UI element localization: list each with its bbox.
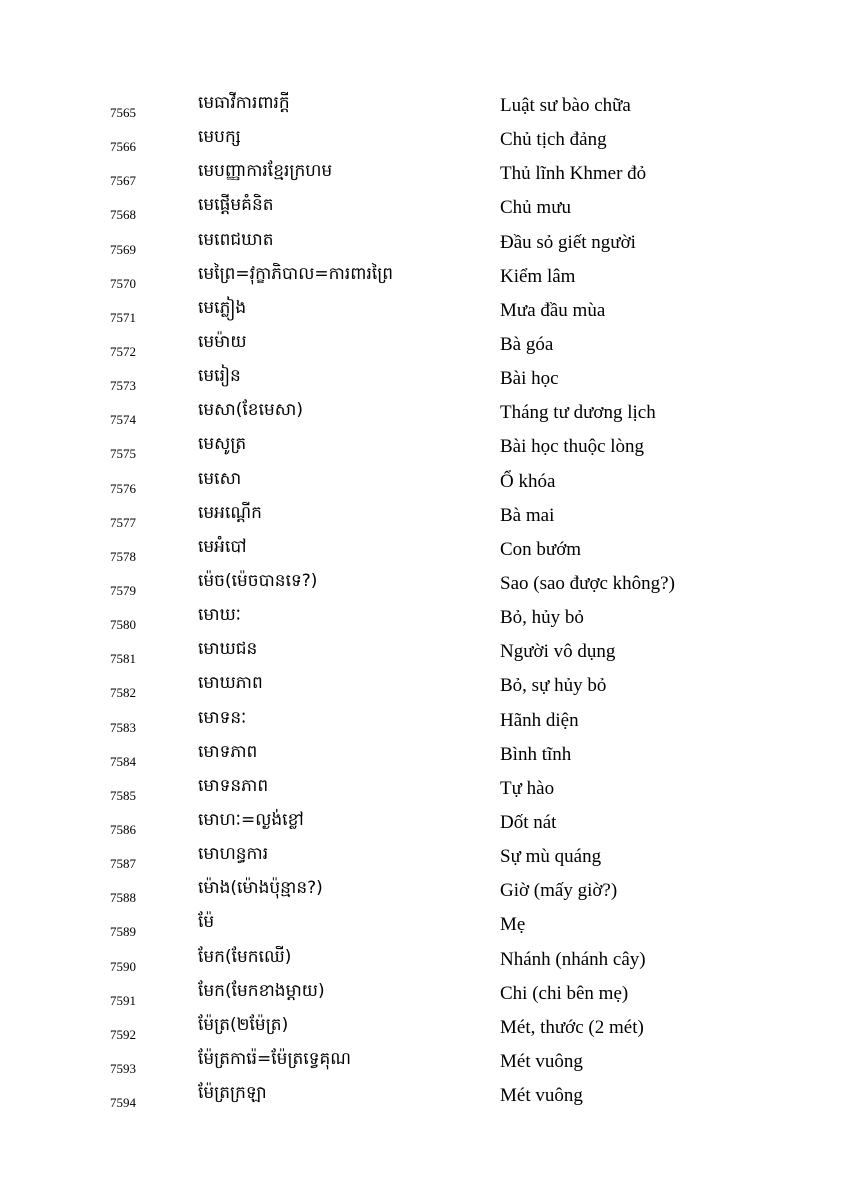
khmer-term: មោទនៈ [198, 707, 247, 728]
khmer-term: មោហន្ធការ [198, 844, 269, 865]
entry-row [0, 502, 848, 536]
entry-number: 7577 [110, 514, 136, 530]
vietnamese-translation: Mẹ [500, 914, 526, 936]
entry-number: 7582 [110, 685, 136, 701]
khmer-term: មេសា(ខែមេសា) [198, 400, 303, 421]
entry-row [0, 775, 848, 809]
entry-row [0, 1048, 848, 1082]
entry-number: 7586 [110, 821, 136, 837]
khmer-term: ម៉ែត្រក្រឡា [198, 1083, 267, 1104]
entry-number: 7574 [110, 412, 136, 428]
vietnamese-translation: Chủ tịch đảng [500, 129, 607, 151]
entry-number: 7581 [110, 651, 136, 667]
khmer-term: មេរៀន [198, 366, 241, 387]
entry-number: 7569 [110, 241, 136, 257]
vietnamese-translation: Thủ lĩnh Khmer đỏ [500, 163, 647, 185]
entry-row [0, 160, 848, 194]
khmer-term: មេពេជឃាត [198, 229, 274, 250]
vietnamese-translation: Mưa đầu mùa [500, 299, 606, 321]
khmer-term: មោឃភាព [198, 673, 263, 694]
khmer-term: មោឃជន [198, 639, 258, 660]
entry-row [0, 638, 848, 672]
entry-row [0, 911, 848, 945]
entry-row [0, 126, 848, 160]
khmer-term: មេអំបៅ [198, 536, 247, 557]
vietnamese-translation: Bỏ, hủy bỏ [500, 607, 584, 629]
entry-number: 7585 [110, 787, 136, 803]
entry-number: 7575 [110, 446, 136, 462]
khmer-term: ម៉ែត្រការ៉េ=ម៉ែត្រទ្វេគុណ [198, 1048, 352, 1069]
entry-row [0, 809, 848, 843]
vietnamese-translation: Ổ khóa [500, 470, 556, 492]
entry-row [0, 672, 848, 706]
vietnamese-translation: Sao (sao được không?) [500, 573, 675, 594]
khmer-term: មោទនភាព [198, 775, 269, 796]
entry-number: 7583 [110, 719, 136, 735]
khmer-term: មេបញ្ញាការខ្មែរក្រហម [198, 161, 333, 182]
vietnamese-translation: Nhánh (nhánh cây) [500, 948, 646, 970]
vietnamese-translation: Bỏ, sự hủy bỏ [500, 675, 607, 697]
vietnamese-translation: Bài học thuộc lòng [500, 436, 645, 458]
khmer-term: មេសោ [198, 468, 242, 489]
vietnamese-translation: Chi (chi bên mẹ) [500, 982, 629, 1004]
entry-row [0, 1082, 848, 1116]
khmer-term: មោហៈ=ល្ងង់ខ្លៅ [198, 809, 304, 830]
entry-row [0, 194, 848, 228]
entry-row [0, 433, 848, 467]
vietnamese-translation: Hãnh diện [500, 709, 579, 731]
entry-number: 7573 [110, 378, 136, 394]
entry-number: 7584 [110, 753, 136, 769]
vietnamese-translation: Chủ mưu [500, 197, 571, 219]
entry-number: 7566 [110, 139, 136, 155]
entry-number: 7570 [110, 275, 136, 291]
entry-row [0, 297, 848, 331]
entry-row [0, 263, 848, 297]
entry-number: 7568 [110, 207, 136, 223]
entry-number: 7593 [110, 1060, 136, 1076]
vietnamese-translation: Người vô dụng [500, 641, 616, 663]
khmer-term: មែក(មែកឈើ) [198, 946, 292, 967]
vietnamese-translation: Tháng tư dương lịch [500, 402, 656, 424]
entry-number: 7576 [110, 480, 136, 496]
entry-row [0, 980, 848, 1014]
khmer-term: មេព្រៃ=វុក្ខាភិបាល=ការពារព្រៃ [198, 263, 394, 284]
vietnamese-translation: Đầu sỏ giết người [500, 231, 636, 253]
khmer-term: ម៉េច(ម៉េចបានទេ?) [198, 571, 318, 591]
khmer-term: មែក(មែកខាងម្តាយ) [198, 980, 325, 1001]
vietnamese-translation: Sự mù quáng [500, 846, 602, 868]
vietnamese-translation: Kiểm lâm [500, 265, 576, 287]
entry-number: 7592 [110, 1026, 136, 1042]
khmer-term: មេធាវីការពារក្តី [198, 93, 290, 113]
vietnamese-translation: Bình tĩnh [500, 743, 572, 765]
khmer-term: មេផ្តើមគំនិត [198, 195, 274, 216]
entry-row [0, 946, 848, 980]
vietnamese-translation: Mét, thước (2 mét) [500, 1016, 644, 1038]
entry-row [0, 1014, 848, 1048]
entry-number: 7565 [110, 105, 136, 120]
entry-row [0, 536, 848, 570]
khmer-term: មេម៉ាយ [198, 332, 247, 352]
khmer-term: ម៉ែត្រ(២ម៉ែត្រ) [198, 1014, 289, 1035]
khmer-term: មោទភាព [198, 741, 258, 762]
khmer-term: មេភ្លៀង [198, 297, 247, 318]
vietnamese-translation: Mét vuông [500, 1085, 583, 1107]
khmer-term: មេអណ្តើក [198, 502, 262, 523]
entry-row [0, 229, 848, 263]
entry-row [0, 843, 848, 877]
khmer-term: ម៉ោង(ម៉ោងប៉ុន្មាន?) [198, 878, 323, 899]
entry-number: 7591 [110, 992, 136, 1008]
vietnamese-translation: Giờ (mấy giờ?) [500, 880, 618, 902]
entry-row [0, 399, 848, 433]
entry-row [0, 570, 848, 604]
vietnamese-translation: Luật sư bào chữa [500, 95, 631, 116]
vietnamese-translation: Con bướm [500, 538, 582, 560]
entry-row [0, 92, 848, 126]
entry-number: 7567 [110, 173, 136, 189]
entry-row [0, 707, 848, 741]
entry-row [0, 741, 848, 775]
vietnamese-translation: Tự hào [500, 777, 555, 799]
vietnamese-translation: Dốt nát [500, 811, 557, 833]
vietnamese-translation: Bà góa [500, 334, 554, 355]
entry-number: 7578 [110, 548, 136, 564]
entry-row [0, 365, 848, 399]
vietnamese-translation: Bà mai [500, 504, 555, 526]
entry-number: 7589 [110, 924, 136, 940]
entry-row [0, 877, 848, 911]
vietnamese-translation: Mét vuông [500, 1050, 583, 1072]
entry-number: 7580 [110, 617, 136, 633]
entry-number: 7590 [110, 958, 136, 974]
khmer-term: មេបក្ស [198, 127, 241, 148]
entry-number: 7572 [110, 344, 136, 359]
entry-number: 7587 [110, 856, 136, 872]
entry-number: 7571 [110, 309, 136, 325]
entry-row [0, 468, 848, 502]
entry-number: 7588 [110, 890, 136, 906]
entry-row [0, 604, 848, 638]
entry-number: 7579 [110, 583, 136, 598]
khmer-term: មោឃៈ [198, 605, 241, 626]
khmer-term: មេសូត្រ [198, 434, 247, 455]
entry-row [0, 331, 848, 365]
khmer-term: ម៉ែ [198, 912, 215, 933]
vietnamese-translation: Bài học [500, 368, 559, 390]
entry-number: 7594 [110, 1095, 136, 1111]
